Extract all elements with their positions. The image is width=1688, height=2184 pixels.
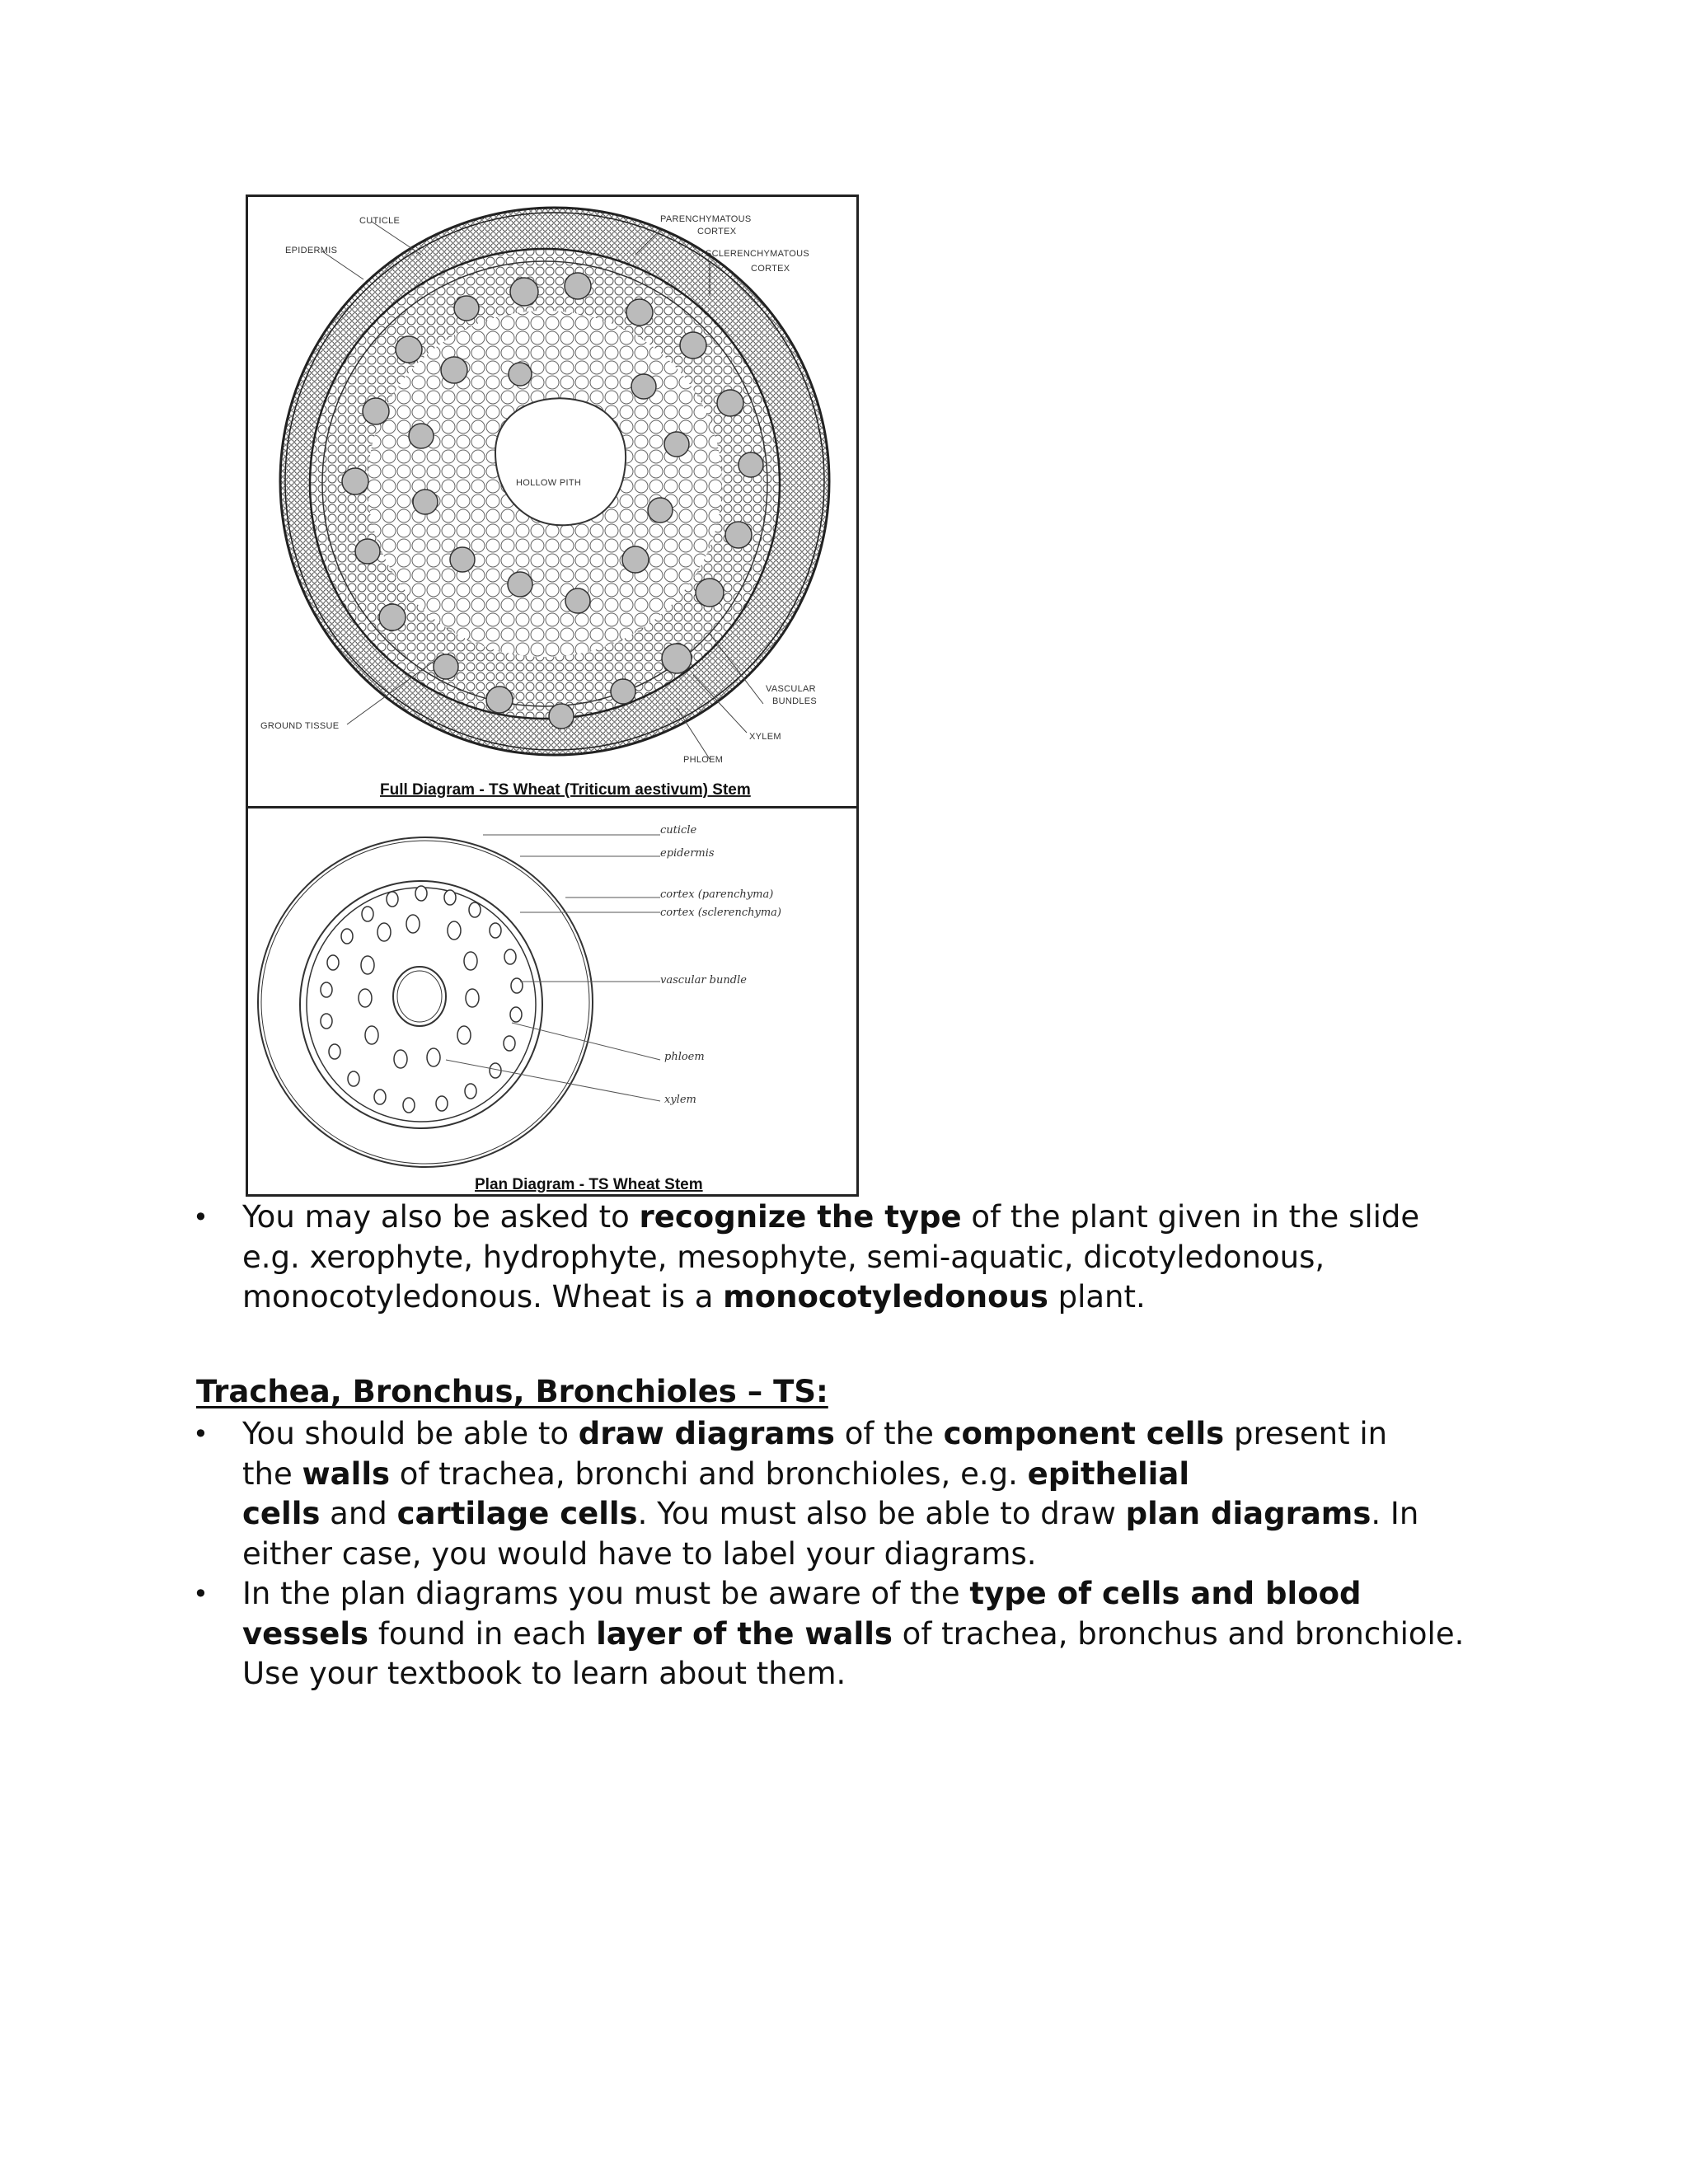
bullet-plant-type-text xyxy=(242,1197,1643,1318)
label-vascular-1: VASCULAR xyxy=(766,684,816,694)
label-phloem: PHLOEM xyxy=(683,755,724,765)
plan-diagram-caption: Plan Diagram - TS Wheat Stem xyxy=(475,1176,703,1193)
plan-label-cuticle: cuticle xyxy=(660,824,697,837)
bullet-plan-diagrams-text xyxy=(242,1574,1643,1694)
text-run: plant. xyxy=(1048,1279,1146,1315)
label-ground-tissue: GROUND TISSUE xyxy=(260,721,340,731)
bullet-marker: • xyxy=(193,1418,209,1450)
bold-run: plan diagrams xyxy=(1125,1496,1372,1531)
full-diagram-drawing xyxy=(248,197,861,812)
bold-run: cartilage cells xyxy=(396,1496,638,1531)
bold-run: vessels xyxy=(242,1615,369,1652)
text-run: of the xyxy=(834,1416,944,1451)
label-parenchymatous-2: CORTEX xyxy=(697,227,737,237)
text-run: monocotyledonous. Wheat is a xyxy=(242,1279,724,1315)
plan-diagram-panel xyxy=(246,806,859,1197)
bold-run: type of cells and blood xyxy=(969,1576,1362,1611)
plan-vascular-bundles xyxy=(321,886,523,1113)
bullet-marker: • xyxy=(193,1578,209,1610)
plan-label-vascular-bundle: vascular bundle xyxy=(660,974,747,987)
text-run: of trachea, bronchus and bronchiole. xyxy=(892,1615,1465,1652)
text-run: . In xyxy=(1371,1496,1419,1531)
label-hollow-pith: HOLLOW PITH xyxy=(516,478,582,488)
hollow-pith xyxy=(495,398,626,525)
text-run: the xyxy=(242,1455,302,1492)
label-parenchymatous-1: PARENCHYMATOUS xyxy=(660,214,752,224)
bold-run: epithelial xyxy=(1027,1455,1190,1492)
wheat-stem-figure xyxy=(246,194,862,1197)
text-run: In the plan diagrams you must be aware of the xyxy=(242,1576,970,1611)
text-line: either case, you would have to label your diagrams. xyxy=(242,1535,1037,1572)
bullet-marker: • xyxy=(193,1202,209,1233)
bold-run: cells xyxy=(242,1496,321,1531)
bullet-draw-diagrams-text xyxy=(242,1414,1643,1574)
plan-diagram-drawing xyxy=(248,808,861,1199)
label-sclerenchymatous-1: SCLERENCHYMATOUS xyxy=(706,249,810,259)
text-run: present in xyxy=(1224,1416,1388,1451)
text-run: You should be able to xyxy=(242,1416,579,1451)
text-line: Use your textbook to learn about them. xyxy=(242,1656,846,1691)
text-run: and xyxy=(320,1496,397,1531)
bold-run: recognize the type xyxy=(639,1199,962,1235)
full-diagram-panel xyxy=(246,194,859,809)
plan-label-epidermis: epidermis xyxy=(660,847,715,860)
bold-run: draw diagrams xyxy=(578,1416,835,1451)
plan-pith xyxy=(393,967,446,1026)
bold-run: component cells xyxy=(943,1416,1225,1451)
text-run: found in each xyxy=(368,1615,597,1652)
bold-run: monocotyledonous xyxy=(723,1279,1048,1315)
label-xylem: XYLEM xyxy=(749,732,781,742)
plan-label-cortex-parenchyma: cortex (parenchyma) xyxy=(660,888,774,901)
label-epidermis: EPIDERMIS xyxy=(285,246,338,255)
plan-label-phloem: phloem xyxy=(664,1051,705,1063)
text-line: e.g. xerophyte, hydrophyte, mesophyte, semi-aquatic, dicotyledonous, xyxy=(242,1239,1325,1275)
section-heading: Trachea, Bronchus, Bronchioles – TS: xyxy=(196,1374,828,1409)
plan-label-cortex-sclerenchyma: cortex (sclerenchyma) xyxy=(660,907,782,919)
text-run: You may also be asked to xyxy=(242,1199,640,1235)
full-diagram-caption: Full Diagram - TS Wheat (Triticum aestivum) Stem xyxy=(380,781,751,799)
text-run: of trachea, bronchi and bronchioles, e.g. xyxy=(390,1455,1028,1492)
bold-run: layer of the walls xyxy=(596,1615,893,1652)
plan-sclerenchyma-ring xyxy=(300,881,542,1128)
label-vascular-2: BUNDLES xyxy=(772,696,818,706)
plan-label-xylem: xylem xyxy=(664,1094,696,1106)
text-run: . You must also be able to draw xyxy=(637,1496,1126,1531)
label-cuticle: CUTICLE xyxy=(359,216,401,226)
text-run: of the plant given in the slide xyxy=(961,1199,1420,1235)
bold-run: walls xyxy=(302,1455,391,1492)
label-sclerenchymatous-2: CORTEX xyxy=(751,264,790,274)
